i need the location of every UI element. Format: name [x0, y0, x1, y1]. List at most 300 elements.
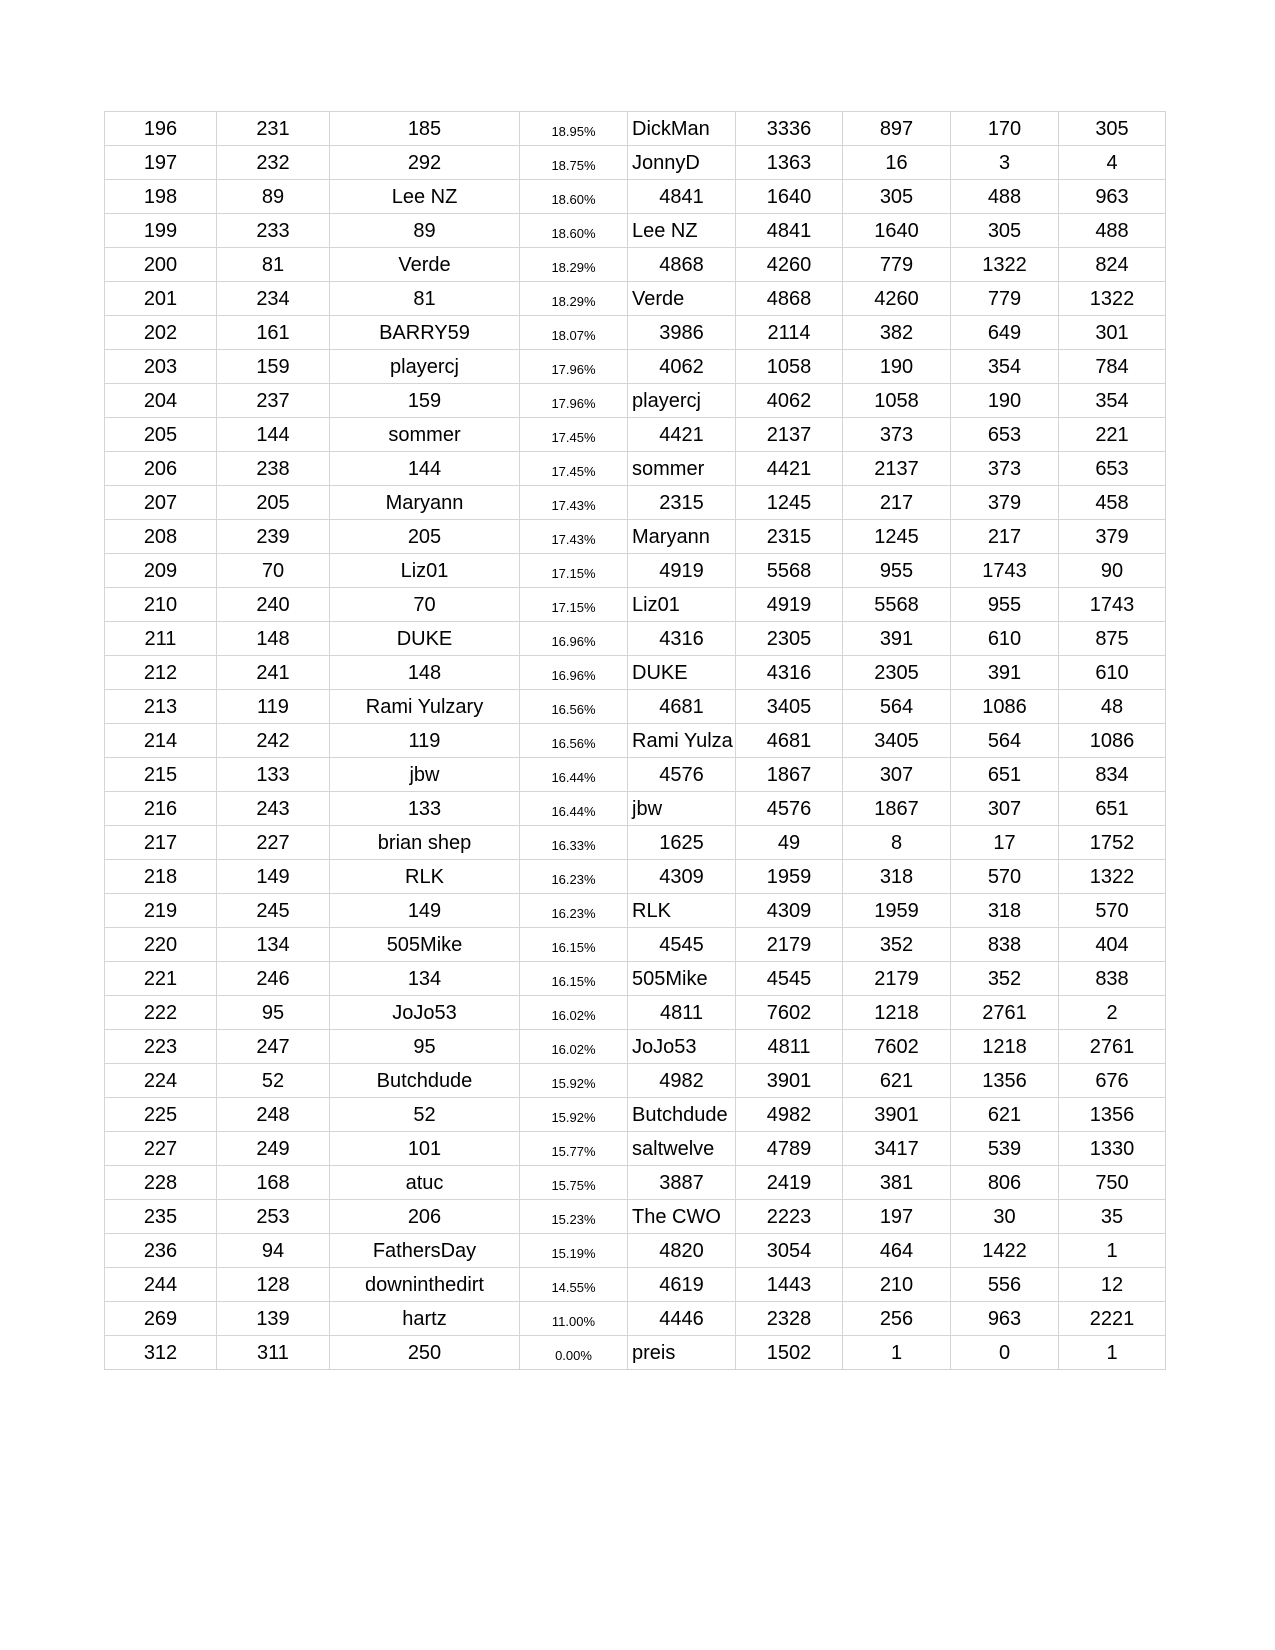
table-cell: 307: [951, 792, 1059, 826]
table-cell: 81: [330, 282, 520, 316]
table-cell: 651: [951, 758, 1059, 792]
table-cell: 2305: [843, 656, 951, 690]
table-cell: 539: [951, 1132, 1059, 1166]
table-cell: playercj: [330, 350, 520, 384]
table-row: [105, 486, 1166, 520]
table-cell: 204: [105, 384, 217, 418]
table-cell: 16.56%: [520, 690, 628, 724]
table-cell: Butchdude: [330, 1064, 520, 1098]
table-row: [105, 316, 1166, 350]
table-cell: 653: [951, 418, 1059, 452]
table-cell: 621: [843, 1064, 951, 1098]
table-cell: 18.75%: [520, 146, 628, 180]
table-cell: 1: [843, 1336, 951, 1370]
table-cell: 1363: [736, 146, 843, 180]
table-cell: 570: [951, 860, 1059, 894]
table-row: [105, 1336, 1166, 1370]
table-cell: 217: [843, 486, 951, 520]
table-cell: 206: [105, 452, 217, 486]
table-cell: 1867: [843, 792, 951, 826]
table-cell: 1743: [1059, 588, 1166, 622]
table-cell: 7602: [843, 1030, 951, 1064]
table-row: [105, 1268, 1166, 1302]
table-cell: 70: [217, 554, 330, 588]
table-cell: 8: [843, 826, 951, 860]
table-cell: 161: [217, 316, 330, 350]
table-row: [105, 1166, 1166, 1200]
table-cell: 4982: [736, 1098, 843, 1132]
table-cell: 16: [843, 146, 951, 180]
table-cell: 237: [217, 384, 330, 418]
table-cell: 955: [843, 554, 951, 588]
table-cell: 16.23%: [520, 860, 628, 894]
table-cell: 1322: [1059, 860, 1166, 894]
table-cell: 207: [105, 486, 217, 520]
table-row: [105, 418, 1166, 452]
table-row: [105, 724, 1166, 758]
table-cell: 52: [330, 1098, 520, 1132]
table-row: [105, 860, 1166, 894]
table-cell: 217: [951, 520, 1059, 554]
table-cell: 18.07%: [520, 316, 628, 350]
table-cell: 1058: [736, 350, 843, 384]
table-cell: 214: [105, 724, 217, 758]
table-cell: 4982: [628, 1064, 736, 1098]
table-cell: Liz01: [330, 554, 520, 588]
table-cell: 196: [105, 112, 217, 146]
table-cell: 1330: [1059, 1132, 1166, 1166]
table-cell: 4316: [736, 656, 843, 690]
table-row: [105, 826, 1166, 860]
table-cell: 101: [330, 1132, 520, 1166]
table-cell: 1743: [951, 554, 1059, 588]
table-cell: 16.44%: [520, 792, 628, 826]
table-cell: 4309: [628, 860, 736, 894]
table-cell: 779: [951, 282, 1059, 316]
table-cell: 239: [217, 520, 330, 554]
table-cell: 653: [1059, 452, 1166, 486]
table-row: [105, 554, 1166, 588]
table-cell: 217: [105, 826, 217, 860]
table-cell: 784: [1059, 350, 1166, 384]
table-cell: 16.33%: [520, 826, 628, 860]
table-cell: 16.96%: [520, 656, 628, 690]
table-cell: 218: [105, 860, 217, 894]
table-cell: 488: [951, 180, 1059, 214]
table-cell: 94: [217, 1234, 330, 1268]
table-cell: 4841: [736, 214, 843, 248]
table-cell: 128: [217, 1268, 330, 1302]
table-cell: 144: [217, 418, 330, 452]
table-cell: 16.15%: [520, 962, 628, 996]
table-cell: 488: [1059, 214, 1166, 248]
table-cell: 208: [105, 520, 217, 554]
table-cell: 838: [951, 928, 1059, 962]
table-cell: 875: [1059, 622, 1166, 656]
table-cell: 12: [1059, 1268, 1166, 1302]
table-cell: 1322: [1059, 282, 1166, 316]
table-cell: 134: [217, 928, 330, 962]
table-cell: 243: [217, 792, 330, 826]
table-cell: 205: [217, 486, 330, 520]
table-cell: 838: [1059, 962, 1166, 996]
table-cell: 556: [951, 1268, 1059, 1302]
table-cell: 213: [105, 690, 217, 724]
table-cell: 4820: [628, 1234, 736, 1268]
table-cell: 1640: [736, 180, 843, 214]
table-cell: 253: [217, 1200, 330, 1234]
table-cell: 824: [1059, 248, 1166, 282]
table-cell: 4421: [736, 452, 843, 486]
table-body: [105, 112, 1166, 1370]
table-cell: 235: [105, 1200, 217, 1234]
table-cell: 2137: [843, 452, 951, 486]
table-cell: 16.44%: [520, 758, 628, 792]
table-cell: 148: [330, 656, 520, 690]
table-cell: 16.02%: [520, 1030, 628, 1064]
table-cell: The CWO: [628, 1200, 736, 1234]
table-cell: 0.00%: [520, 1336, 628, 1370]
table-cell: 4811: [736, 1030, 843, 1064]
table-cell: 305: [1059, 112, 1166, 146]
table-cell: 190: [951, 384, 1059, 418]
table-cell: 119: [330, 724, 520, 758]
table-row: [105, 792, 1166, 826]
table-cell: 3054: [736, 1234, 843, 1268]
table-cell: 168: [217, 1166, 330, 1200]
table-cell: 1218: [843, 996, 951, 1030]
table-cell: 119: [217, 690, 330, 724]
table-cell: 5568: [736, 554, 843, 588]
table-cell: 18.29%: [520, 282, 628, 316]
table-row: [105, 1030, 1166, 1064]
table-cell: 246: [217, 962, 330, 996]
table-cell: Lee NZ: [628, 214, 736, 248]
table-cell: 228: [105, 1166, 217, 1200]
table-cell: 231: [217, 112, 330, 146]
table-cell: 464: [843, 1234, 951, 1268]
spreadsheet-table: [104, 111, 1166, 1370]
table-cell: 4919: [628, 554, 736, 588]
table-row: [105, 894, 1166, 928]
table-cell: 382: [843, 316, 951, 350]
table-cell: 159: [217, 350, 330, 384]
table-cell: 4576: [628, 758, 736, 792]
table-cell: 373: [951, 452, 1059, 486]
table-cell: 18.29%: [520, 248, 628, 282]
table-cell: 219: [105, 894, 217, 928]
table-cell: 269: [105, 1302, 217, 1336]
table-cell: 15.19%: [520, 1234, 628, 1268]
table-cell: 0: [951, 1336, 1059, 1370]
table-cell: Butchdude: [628, 1098, 736, 1132]
table-cell: 570: [1059, 894, 1166, 928]
table-cell: 250: [330, 1336, 520, 1370]
table-cell: 16.15%: [520, 928, 628, 962]
table-cell: 2315: [736, 520, 843, 554]
table-cell: 4919: [736, 588, 843, 622]
table-cell: 15.75%: [520, 1166, 628, 1200]
table-cell: 149: [217, 860, 330, 894]
table-cell: 16.96%: [520, 622, 628, 656]
table-cell: 610: [951, 622, 1059, 656]
table-cell: jbw: [330, 758, 520, 792]
table-cell: 35: [1059, 1200, 1166, 1234]
table-cell: DUKE: [330, 622, 520, 656]
table-cell: hartz: [330, 1302, 520, 1336]
table-cell: 4260: [736, 248, 843, 282]
table-cell: 806: [951, 1166, 1059, 1200]
table-cell: 4789: [736, 1132, 843, 1166]
table-cell: 199: [105, 214, 217, 248]
table-cell: 17.43%: [520, 520, 628, 554]
table-cell: 203: [105, 350, 217, 384]
table-cell: 133: [330, 792, 520, 826]
table-cell: 307: [843, 758, 951, 792]
table-cell: 4: [1059, 146, 1166, 180]
table-cell: JoJo53: [628, 1030, 736, 1064]
table-row: [105, 996, 1166, 1030]
table-cell: 3405: [843, 724, 951, 758]
table-cell: 197: [843, 1200, 951, 1234]
table-cell: 1867: [736, 758, 843, 792]
table-cell: 52: [217, 1064, 330, 1098]
table-cell: 312: [105, 1336, 217, 1370]
table-cell: 458: [1059, 486, 1166, 520]
table-cell: 2761: [1059, 1030, 1166, 1064]
table-cell: 381: [843, 1166, 951, 1200]
table-cell: 227: [217, 826, 330, 860]
table-cell: 1422: [951, 1234, 1059, 1268]
table-cell: 89: [330, 214, 520, 248]
table-cell: 1086: [951, 690, 1059, 724]
table-cell: 292: [330, 146, 520, 180]
table-cell: 249: [217, 1132, 330, 1166]
table-cell: 4316: [628, 622, 736, 656]
table-cell: 11.00%: [520, 1302, 628, 1336]
table-cell: 1245: [736, 486, 843, 520]
table-cell: 318: [843, 860, 951, 894]
table-cell: 2179: [736, 928, 843, 962]
table-cell: 3887: [628, 1166, 736, 1200]
table-cell: sommer: [628, 452, 736, 486]
table-row: [105, 622, 1166, 656]
table-row: [105, 520, 1166, 554]
table-cell: 17.96%: [520, 350, 628, 384]
table-row: [105, 758, 1166, 792]
table-cell: 1640: [843, 214, 951, 248]
table-cell: 236: [105, 1234, 217, 1268]
table-cell: 2761: [951, 996, 1059, 1030]
table-cell: 197: [105, 146, 217, 180]
table-cell: 3986: [628, 316, 736, 350]
table-row: [105, 656, 1166, 690]
table-cell: 202: [105, 316, 217, 350]
table-cell: 4421: [628, 418, 736, 452]
table-cell: 1356: [1059, 1098, 1166, 1132]
table-cell: 2114: [736, 316, 843, 350]
table-row: [105, 1132, 1166, 1166]
table-cell: 18.95%: [520, 112, 628, 146]
table-row: [105, 928, 1166, 962]
table-cell: 318: [951, 894, 1059, 928]
table-cell: 2221: [1059, 1302, 1166, 1336]
table-row: [105, 588, 1166, 622]
table-cell: FathersDay: [330, 1234, 520, 1268]
table-cell: 14.55%: [520, 1268, 628, 1302]
table-cell: 750: [1059, 1166, 1166, 1200]
table-cell: 89: [217, 180, 330, 214]
table-cell: 564: [951, 724, 1059, 758]
table-cell: 897: [843, 112, 951, 146]
table-cell: BARRY59: [330, 316, 520, 350]
table-cell: 159: [330, 384, 520, 418]
table-cell: 1322: [951, 248, 1059, 282]
table-cell: 144: [330, 452, 520, 486]
table-row: [105, 282, 1166, 316]
table-cell: 209: [105, 554, 217, 588]
table-cell: Liz01: [628, 588, 736, 622]
table-cell: Maryann: [628, 520, 736, 554]
table-row: [105, 962, 1166, 996]
table-cell: 216: [105, 792, 217, 826]
table-cell: Verde: [330, 248, 520, 282]
table-cell: 963: [951, 1302, 1059, 1336]
table-cell: 354: [951, 350, 1059, 384]
table-cell: 1218: [951, 1030, 1059, 1064]
table-cell: 4811: [628, 996, 736, 1030]
table-cell: 2137: [736, 418, 843, 452]
table-cell: 4681: [736, 724, 843, 758]
table-cell: RLK: [628, 894, 736, 928]
table-row: [105, 384, 1166, 418]
table-cell: 206: [330, 1200, 520, 1234]
table-row: [105, 1234, 1166, 1268]
table-cell: 1959: [843, 894, 951, 928]
table-cell: 2223: [736, 1200, 843, 1234]
table-cell: 1625: [628, 826, 736, 860]
table-cell: 4545: [628, 928, 736, 962]
table-cell: 1752: [1059, 826, 1166, 860]
table-row: [105, 180, 1166, 214]
table-cell: 17.96%: [520, 384, 628, 418]
table-cell: 200: [105, 248, 217, 282]
table-cell: 301: [1059, 316, 1166, 350]
table-cell: 379: [951, 486, 1059, 520]
table-cell: 676: [1059, 1064, 1166, 1098]
table-cell: 223: [105, 1030, 217, 1064]
table-cell: 233: [217, 214, 330, 248]
table-cell: 149: [330, 894, 520, 928]
table-cell: 651: [1059, 792, 1166, 826]
table-cell: 90: [1059, 554, 1166, 588]
table-cell: 3336: [736, 112, 843, 146]
table-cell: 1356: [951, 1064, 1059, 1098]
table-cell: 610: [1059, 656, 1166, 690]
table-cell: DUKE: [628, 656, 736, 690]
table-cell: downinthedirt: [330, 1268, 520, 1302]
table-cell: 241: [217, 656, 330, 690]
table-cell: 354: [1059, 384, 1166, 418]
table-cell: 4446: [628, 1302, 736, 1336]
table-cell: 2328: [736, 1302, 843, 1336]
table-cell: 201: [105, 282, 217, 316]
table-cell: 221: [1059, 418, 1166, 452]
table-cell: 49: [736, 826, 843, 860]
table-row: [105, 248, 1166, 282]
table-cell: 170: [951, 112, 1059, 146]
table-cell: 505Mike: [628, 962, 736, 996]
table-cell: 379: [1059, 520, 1166, 554]
table-cell: 1502: [736, 1336, 843, 1370]
table-cell: 221: [105, 962, 217, 996]
table-cell: Lee NZ: [330, 180, 520, 214]
table-cell: 205: [330, 520, 520, 554]
table-row: [105, 1200, 1166, 1234]
table-cell: 311: [217, 1336, 330, 1370]
table-cell: 190: [843, 350, 951, 384]
table-cell: 133: [217, 758, 330, 792]
table-cell: 17.43%: [520, 486, 628, 520]
table-cell: Maryann: [330, 486, 520, 520]
table-cell: 70: [330, 588, 520, 622]
table-cell: 240: [217, 588, 330, 622]
table-cell: 955: [951, 588, 1059, 622]
table-cell: 134: [330, 962, 520, 996]
table-cell: 404: [1059, 928, 1166, 962]
table-cell: 256: [843, 1302, 951, 1336]
table-cell: 4576: [736, 792, 843, 826]
table-cell: 238: [217, 452, 330, 486]
table-row: [105, 350, 1166, 384]
table-cell: 210: [105, 588, 217, 622]
table-cell: 4545: [736, 962, 843, 996]
table-cell: JonnyD: [628, 146, 736, 180]
table-cell: 244: [105, 1268, 217, 1302]
table-cell: 305: [951, 214, 1059, 248]
table-cell: 17.45%: [520, 418, 628, 452]
table-cell: 4062: [736, 384, 843, 418]
table-cell: 17: [951, 826, 1059, 860]
table-cell: 48: [1059, 690, 1166, 724]
table-cell: 963: [1059, 180, 1166, 214]
table-cell: 225: [105, 1098, 217, 1132]
table-cell: 391: [843, 622, 951, 656]
table-row: [105, 690, 1166, 724]
table-cell: 352: [951, 962, 1059, 996]
table-cell: 4868: [628, 248, 736, 282]
table-cell: Rami Yulzary: [330, 690, 520, 724]
table-cell: 305: [843, 180, 951, 214]
table-cell: 234: [217, 282, 330, 316]
table-cell: preis: [628, 1336, 736, 1370]
table-cell: 16.02%: [520, 996, 628, 1030]
table-cell: 16.23%: [520, 894, 628, 928]
table-cell: 245: [217, 894, 330, 928]
table-cell: 834: [1059, 758, 1166, 792]
table-cell: 15.77%: [520, 1132, 628, 1166]
table-cell: 139: [217, 1302, 330, 1336]
table-cell: 621: [951, 1098, 1059, 1132]
table-cell: 15.92%: [520, 1098, 628, 1132]
table-row: [105, 452, 1166, 486]
table-cell: 1: [1059, 1336, 1166, 1370]
table-cell: 2305: [736, 622, 843, 656]
table-cell: 2315: [628, 486, 736, 520]
table-cell: 15.23%: [520, 1200, 628, 1234]
table-cell: 198: [105, 180, 217, 214]
table-cell: 247: [217, 1030, 330, 1064]
